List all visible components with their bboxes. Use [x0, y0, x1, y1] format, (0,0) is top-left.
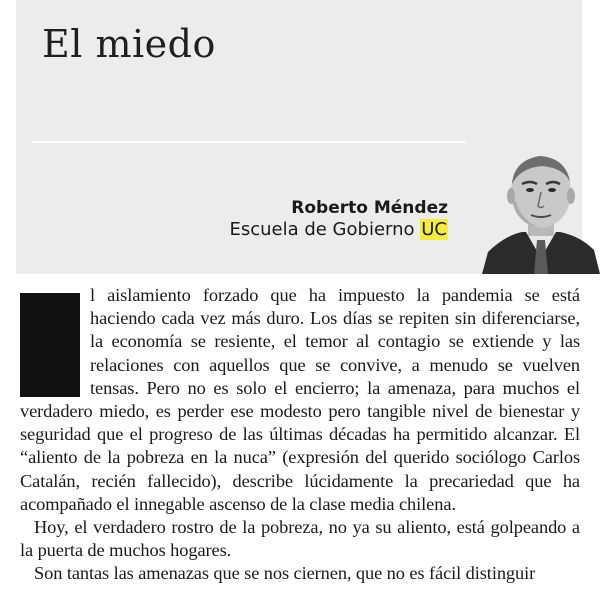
affiliation-highlight: UC [421, 219, 447, 240]
header-divider [32, 141, 466, 143]
paragraph-2: Hoy, el verdadero rostro de la pobreza, no ya su aliento, está golpeando a la puerta de muchos hogares. [20, 517, 580, 561]
article-title: El miedo [42, 22, 216, 66]
article-header [16, 0, 582, 274]
author-portrait [482, 140, 600, 274]
author-name: Roberto Méndez [291, 198, 448, 218]
paragraph-3: Son tantas las amenazas que se nos ciernen, que no es fácil distinguir [34, 563, 536, 584]
author-affiliation [229, 219, 448, 240]
article-body [20, 284, 580, 600]
drop-cap [20, 293, 80, 397]
drop-cap-glyph [20, 293, 80, 397]
affiliation-text: Escuela de Gobierno [229, 219, 421, 240]
paragraph-1: l aislamiento forzado que ha impuesto la pandemia se está haciendo cada vez más duro. Los días se repiten sin diferenciarse, la economía se resiente, el temor al contagio se extiende y las relaciones con aquellos que se convive, a menudo se vuelven tensas. Pero no es solo el encierro; la amenaza, para muchos el verdadero miedo, es perder ese modesto pero tangible nivel de bienestar y seguridad que el progreso de las últimas décadas ha permitido alcanzar. El “aliento de la pobreza en la nuca” (expresión del querido sociólogo Carlos Catalán, recién fallecido), describe lúcidamente la precariedad que ha acompañado el innegable ascenso de la clase media chilena. [20, 285, 580, 514]
